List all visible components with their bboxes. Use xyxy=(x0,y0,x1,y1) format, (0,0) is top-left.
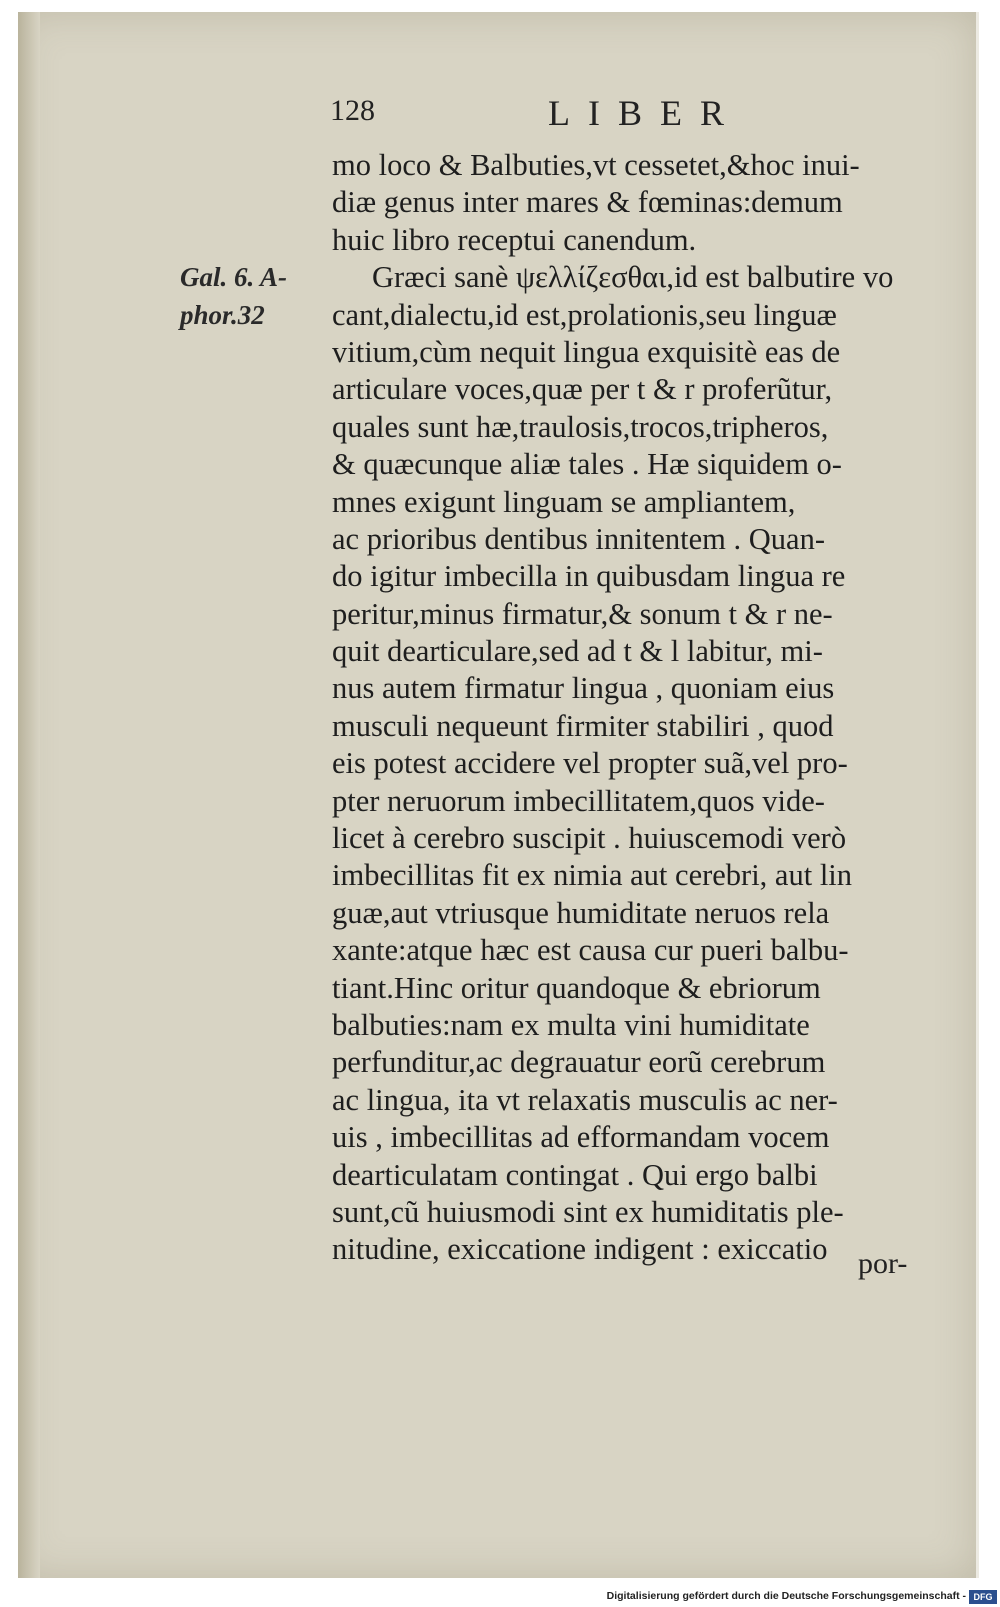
text-line: vitium,cùm nequit lingua exquisitè eas de xyxy=(332,334,841,369)
dfg-logo: DFG xyxy=(969,1590,997,1604)
body-text xyxy=(332,147,962,1269)
text-line: mnes exigunt linguam se ampliantem, xyxy=(332,484,796,519)
marginal-note-line: phor.32 xyxy=(180,300,265,330)
text-line: diæ genus inter mares & fœminas:demum xyxy=(332,185,843,220)
text-line: imbecillitas fit ex nimia aut cerebri, aut lin xyxy=(332,858,853,893)
text-line: tiant.Hinc oritur quandoque & ebriorum xyxy=(332,970,821,1005)
running-head xyxy=(0,92,1000,142)
text-line: do igitur imbecilla in quibusdam lingua re xyxy=(332,559,846,594)
funding-credit: Digitalisierung gefördert durch die Deutsche Forschungsgemeinschaft - xyxy=(606,1590,966,1602)
text-line: sunt,cũ huiusmodi sint ex humiditatis ple- xyxy=(332,1194,844,1229)
text-line: licet à cerebro suscipit . huiuscemodi verò xyxy=(332,821,847,856)
text-line: eis potest accidere vel propter suã,vel pro- xyxy=(332,746,848,781)
text-line: perfunditur,ac degrauatur eorũ cerebrum xyxy=(332,1045,826,1080)
text-line: mo loco & Balbuties,vt cessetet,&hoc inui- xyxy=(332,148,860,182)
text-line: articulare voces,quæ per t & r proferũtur, xyxy=(332,372,833,407)
text-line: ac prioribus dentibus innitentem . Quan- xyxy=(332,521,825,556)
text-line: quit dearticulare,sed ad t & l labitur, mi- xyxy=(332,634,823,669)
footer-bar xyxy=(0,1589,1000,1607)
page-number: 128 xyxy=(330,94,375,127)
text-line: Græci sanè ψελλίζεσθαι,id est balbutire vo xyxy=(372,260,894,295)
text-line: & quæcunque aliæ tales . Hæ siquidem o- xyxy=(332,447,842,482)
text-line: nitudine, exiccatione indigent : exiccatio xyxy=(332,1232,828,1267)
text-line: ac lingua, ita vt relaxatis musculis ac ner- xyxy=(332,1082,838,1117)
text-line: musculi nequeunt firmiter stabiliri , quod xyxy=(332,708,834,743)
text-line: quales sunt hæ,traulosis,trocos,tripheros, xyxy=(332,409,829,444)
text-line: xante:atque hæc est causa cur pueri balbu- xyxy=(332,933,849,968)
text-line: huic libro receptui canendum. xyxy=(332,222,697,257)
page-gutter-shadow xyxy=(18,12,40,1578)
text-line: nus autem firmatur lingua , quoniam eius xyxy=(332,671,835,706)
text-line: cant,dialectu,id est,prolationis,seu linguæ xyxy=(332,297,837,332)
text-line: guæ,aut vtriusque humiditate neruos rela xyxy=(332,895,830,930)
text-line: uis , imbecillitas ad efformandam vocem xyxy=(332,1120,830,1155)
marginal-note-line: Gal. 6. A- xyxy=(180,262,287,292)
running-head-title: LIBER xyxy=(548,93,742,133)
marginal-note xyxy=(180,258,287,334)
text-line: balbuties:nam ex multa vini humiditate xyxy=(332,1007,810,1042)
text-line: peritur,minus firmatur,& sonum t & r ne- xyxy=(332,596,833,631)
catchword: por- xyxy=(858,1247,908,1280)
text-line: dearticulatam contingat . Qui ergo balbi xyxy=(332,1157,818,1192)
text-line: pter neruorum imbecillitatem,quos vide- xyxy=(332,783,825,818)
